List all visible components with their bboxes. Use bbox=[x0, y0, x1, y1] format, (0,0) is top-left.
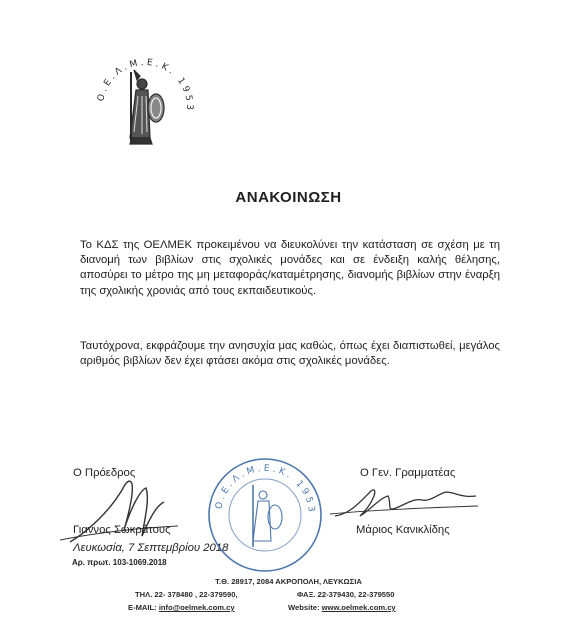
website-link[interactable]: www.oelmek.com.cy bbox=[321, 603, 396, 612]
president-label: Ο Πρόεδρος bbox=[73, 467, 136, 479]
secretary-signature bbox=[330, 484, 480, 524]
page-title: ΑΝΑΚΟΙΝΩΣΗ bbox=[235, 189, 342, 206]
footer-address: Τ.Θ. 28917, 2084 ΑΚΡΟΠΟΛΗ, ΛΕΥΚΩΣΙΑ bbox=[215, 577, 362, 586]
paragraph-1: Το ΚΔΣ της ΟΕΛΜΕΚ προκειμένου να διευκολύνει την κατάσταση σε σχέση με τη διανομή των βιβλίων στις σχολικές μονάδες και σε ένδειξη καλής θέλησης, αποσύρει το μέτρο της μη μεταφοράς/καταμέτρησης, διανομής βιβλίων στην έναρξη της σχολικής χρονιάς από τους εκπαιδευτικούς. bbox=[80, 239, 500, 297]
stamp-icon bbox=[205, 455, 325, 575]
email-link[interactable]: info@oelmek.com.cy bbox=[158, 603, 235, 612]
website-label: Website: bbox=[288, 603, 320, 612]
secretary-label: Ο Γεν. Γραμματέας bbox=[360, 467, 456, 479]
president-name: Γιαννος Σωκράτους bbox=[73, 524, 171, 536]
president-signature bbox=[60, 470, 180, 550]
stamp-ring-text: Ο.Ε.Λ.Μ.Ε.Κ. 1953 bbox=[214, 463, 317, 516]
footer-website-group bbox=[288, 603, 396, 612]
secretary-name: Μάριος Κανικλίδης bbox=[356, 524, 450, 536]
paragraph-2: Ταυτόχρονα, εκφράζουμε την ανησυχία μας καθώς, όπως έχει διαπιστωθεί, μεγάλος αριθμός βιβλίων δεν έχει φτάσει ακόμα στις σχολικές μονάδες. bbox=[80, 340, 500, 368]
email-label: E-MAIL: bbox=[128, 603, 157, 612]
footer-fax: ΦΑΞ. 22-379430, 22-379550 bbox=[297, 590, 395, 599]
athena-logo-icon bbox=[90, 52, 200, 162]
footer-phone: ΤΗΛ. 22- 378480 , 22-379590, bbox=[135, 590, 238, 599]
reference-number: Αρ. πρωτ. 103-1069.2018 bbox=[72, 558, 167, 567]
official-stamp bbox=[205, 455, 325, 575]
oelmek-logo bbox=[90, 52, 200, 162]
footer-email-group bbox=[128, 603, 235, 612]
place-date: Λευκωσία, 7 Σεπτεμβρίου 2018 bbox=[73, 542, 229, 554]
logo-ring-text: Ο.Ε.Λ.Μ.Ε.Κ. 1953 bbox=[96, 57, 195, 114]
